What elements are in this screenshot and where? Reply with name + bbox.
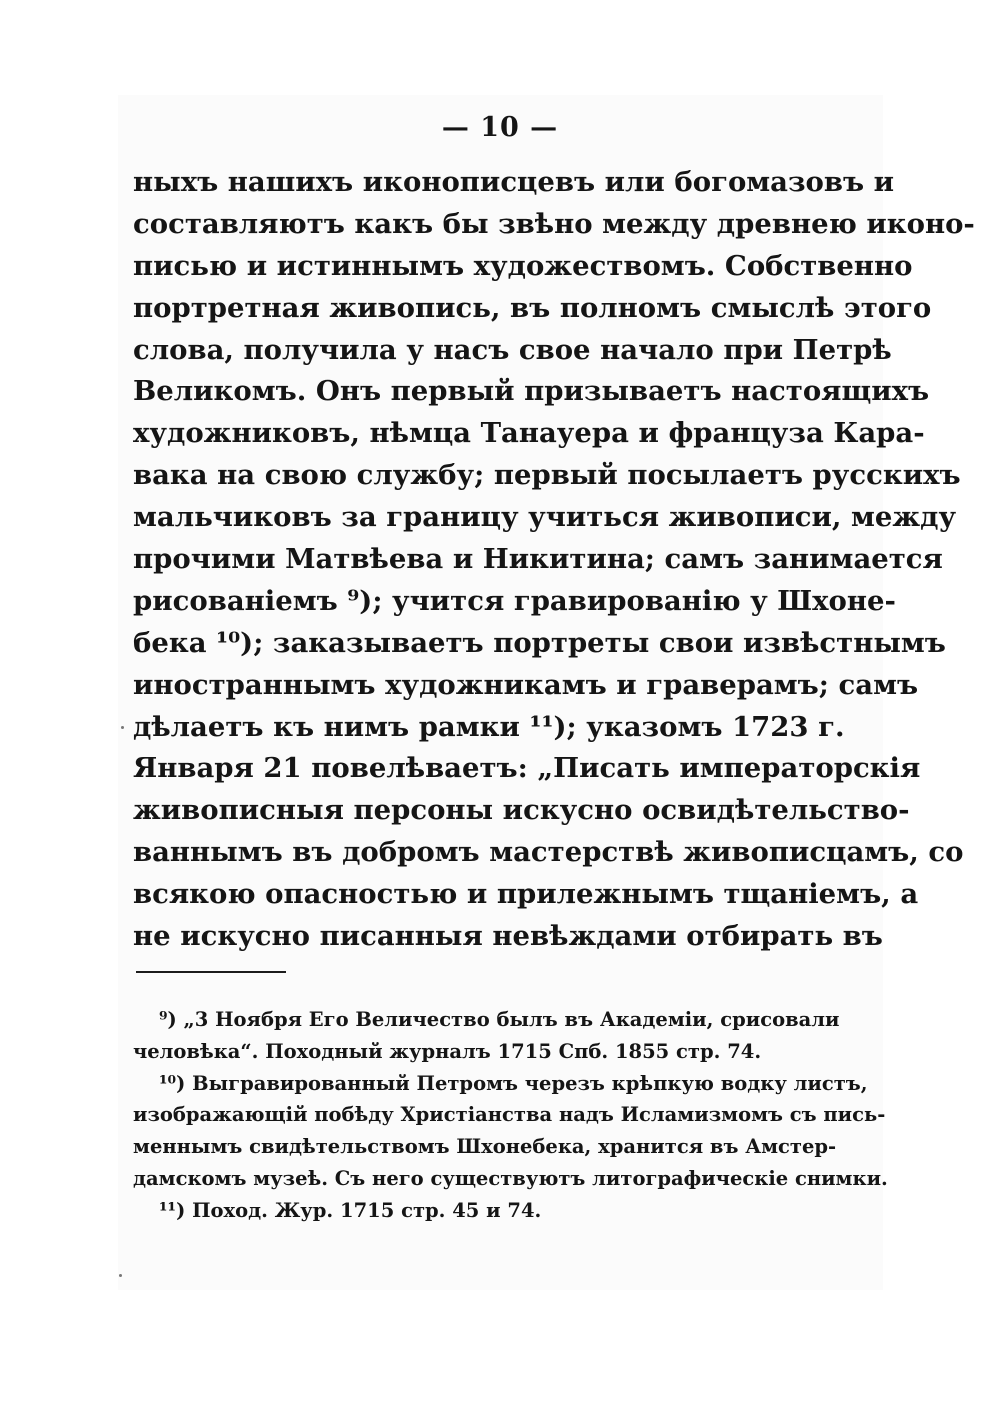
body-line: составляютъ какъ бы звѣно между древнею иконо- (133, 207, 975, 240)
body-line: прочими Матвѣева и Никитина; самъ занимается (133, 543, 943, 576)
page-number: — 10 — (441, 112, 559, 143)
footnote-divider (136, 971, 286, 973)
body-line: ныхъ нашихъ иконописцевъ или богомазовъ и (133, 166, 895, 198)
scan-speck (119, 1274, 122, 1277)
body-line: бека ¹⁰); заказываетъ портреты свои извѣстнымъ (133, 626, 946, 659)
body-line: мальчиковъ за границу учиться живописи, между (133, 501, 957, 534)
footnote-line: меннымъ свидѣтельствомъ Шхонебека, хранится въ Амстер- (133, 1135, 837, 1159)
body-line: рисованіемъ ⁹); учится гравированію у Шхоне- (133, 584, 896, 617)
body-line: не искусно писанныя невѣждами отбирать въ (133, 920, 883, 953)
footnotes (133, 1004, 888, 1227)
footnote-line: ¹¹) Поход. Жур. 1715 стр. 45 и 74. (159, 1198, 542, 1222)
body-line: ваннымъ въ добромъ мастерствѣ живописцамъ, со (133, 836, 964, 869)
body-line: слова, получила у насъ свое начало при Петрѣ (133, 333, 892, 366)
scan-speck (121, 726, 124, 729)
footnote-line: изображающій побѣду Христіанства надъ Исламизмомъ съ пись- (133, 1103, 886, 1127)
footnote-line: дамскомъ музеѣ. Съ него существуютъ литографическіе снимки. (133, 1166, 888, 1190)
body-line: иностраннымъ художникамъ и граверамъ; самъ (133, 668, 919, 701)
body-text (133, 162, 975, 958)
body-line: живописныя персоны искусно освидѣтельство- (133, 794, 910, 827)
body-line: портретная живопись, въ полномъ смыслѣ этого (133, 291, 932, 324)
body-line: Января 21 повелѣваетъ: „Писать императорскія (133, 752, 921, 785)
footnote-line: ¹⁰) Выгравированный Петромъ черезъ крѣпкую водку листъ, (159, 1071, 868, 1095)
body-line: Великомъ. Онъ первый призываетъ настоящихъ (133, 375, 930, 408)
footnote-line: ⁹) „3 Ноября Его Величество былъ въ Академіи, срисовали (159, 1008, 840, 1031)
body-line: художниковъ, нѣмца Танауера и француза Кара- (133, 417, 925, 450)
body-line: писью и истиннымъ художествомъ. Собственно (133, 249, 913, 282)
body-line: дѣлаетъ къ нимъ рамки ¹¹); указомъ 1723 г. (133, 710, 845, 743)
body-line: вака на свою службу; первый посылаетъ русскихъ (133, 459, 961, 492)
body-line: всякою опасностью и прилежнымъ тщаніемъ, а (133, 878, 919, 911)
footnote-line: человѣка“. Походный журналъ 1715 Спб. 1855 стр. 74. (133, 1039, 762, 1063)
